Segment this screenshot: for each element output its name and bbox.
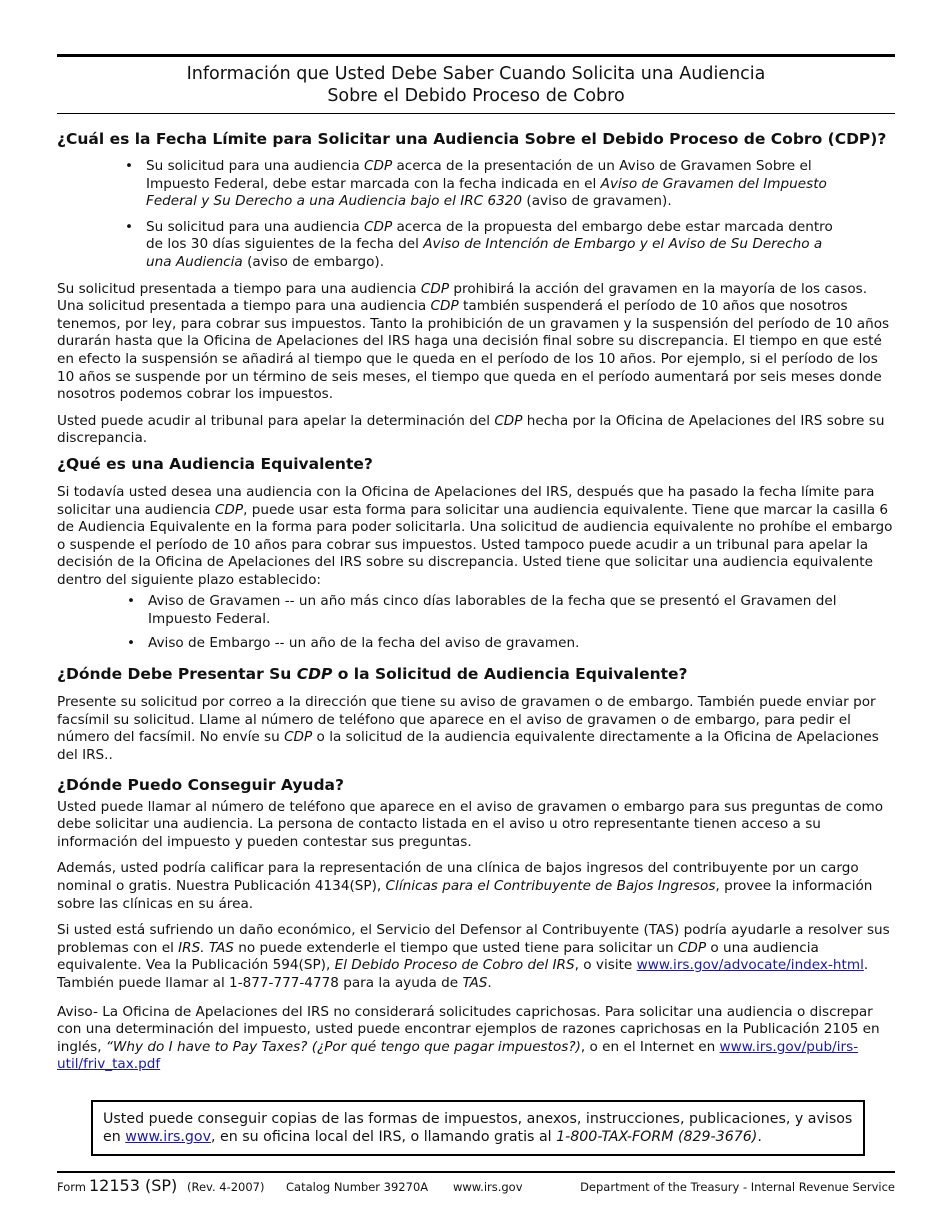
- text: prohibirá la acción del gravamen en la mayoría de los casos. Una solicitud presentada a tiempo para una audiencia: [57, 280, 868, 315]
- equivalent-bullets: [127, 593, 868, 652]
- text-italic: CDP: [214, 501, 244, 518]
- text: , o en el Internet en: [580, 1038, 720, 1055]
- text: también suspenderá el período de 10 años que nosotros tenemos, por ley, para cobrar sus impuestos. Tanto la prohibición de un gravamen y la suspensión del período de 10 años durarán hasta que la Oficina de Apelaciones del IRS haga una decisión final sobre su discrepancia. El tiempo en que esté en efecto la suspensión se añadirá al tiempo que le queda en el período de los 10 años. Por ejemplo, si el período de los 10 años se suspende por un término de seis meses, el tiempo que queda en el período aumentará por seis meses donde nosotros podemos cobrar los impuestos.: [57, 298, 890, 403]
- text: Presente su solicitud por correo a la dirección que tiene su aviso de gravamen o de embargo. También puede enviar por facsímil su solicitud. Llame al número de teléfono que aparece en el aviso de gravamen o de embargo, para pedir el número del facsímil. No envíe su: [57, 694, 876, 746]
- irs-gov-link[interactable]: www.irs.gov: [125, 1129, 212, 1145]
- text-italic: CDP: [363, 158, 393, 174]
- section-help: [57, 775, 895, 1074]
- text-italic: Clínicas para el Contribuyente de Bajos Ingresos: [385, 878, 716, 894]
- paragraph-timely-request: [57, 281, 895, 404]
- bullet-dot: •: [127, 634, 136, 651]
- text: , puede usar esta forma para solicitar una audiencia equivalente. Tiene que marcar la casilla 6 de Audiencia Equivalente en la forma para poder solicitarla. Una solicitud de audiencia equivalente no prohíbe el embargo o suspende el período de 10 años para cobrar sus impuestos. Usted tampoco puede acudir a un tribunal para apelar la decisión de la Oficina de Apelaciones del IRS sobre su discrepancia. Usted tiene que solicitar una audiencia equivalente dentro del siguiente plazo establecido:: [57, 501, 893, 588]
- form-number: 12153 (SP): [89, 1176, 178, 1195]
- text-italic: CDP: [284, 729, 313, 746]
- text-italic: El Debido Proceso de Cobro del IRS: [334, 957, 575, 974]
- section-deadline-heading: ¿Cuál es la Fecha Límite para Solicitar una Audiencia Sobre el Debido Proceso de Cobro (CDP)?: [57, 130, 887, 148]
- text-italic: CDP: [677, 939, 707, 956]
- text: . También puede llamar al 1-877-777-4778 para la ayuda de: [57, 957, 869, 991]
- document-page: [57, 54, 895, 1195]
- department-name: Department of the Treasury - Internal Revenue Service: [580, 1180, 895, 1194]
- title-line-1: Información que Usted Debe Saber Cuando Solicita una Audiencia: [186, 64, 766, 84]
- text: Usted puede acudir al tribunal para apelar la determinación del: [57, 412, 495, 429]
- text-italic: CDP: [430, 298, 459, 315]
- page-footer: [57, 1177, 895, 1197]
- text: hecha por la Oficina de Apelaciones del IRS sobre su discrepancia.: [57, 412, 885, 447]
- bullet-levy: [125, 218, 841, 272]
- text: Además, usted podría calificar para la representación de una clínica de bajos ingresos del contribuyente por un cargo nominal o gratis. Nuestra Publicación 4134(SP),: [57, 860, 859, 894]
- text: .: [487, 974, 492, 991]
- text: o la Solicitud de Audiencia Equivalente?: [332, 665, 688, 684]
- text: Si usted está sufriendo un daño económico, el Servicio del Defensor al Contribuyente (TAS) podría ayudarle a resolver sus problemas con el: [57, 922, 890, 956]
- advocate-link[interactable]: www.irs.gov/advocate/index-html: [636, 957, 864, 974]
- text: Su solicitud para una audiencia: [146, 218, 364, 235]
- paragraph-court-appeal: [57, 413, 895, 448]
- text-italic: CDP: [363, 218, 393, 235]
- text: , o visite: [574, 957, 637, 974]
- text: Aviso de Embargo -- un año de la fecha del aviso de gravamen.: [148, 634, 580, 651]
- paragraph-frivolous-notice: [57, 1004, 895, 1074]
- bullet-dot: •: [127, 593, 136, 610]
- text-italic: CDP: [420, 280, 450, 297]
- text-italic: CDP: [494, 412, 523, 429]
- footer-rule: [57, 1171, 895, 1173]
- form-label: Form: [57, 1180, 86, 1194]
- text: ¿Dónde Debe Presentar Su: [57, 665, 297, 684]
- text: no puede extenderle el tiempo que usted tiene para solicitar un: [233, 939, 678, 956]
- text: acerca de la propuesta del embargo debe estar marcada dentro de los 30 días siguientes de la fecha del: [146, 218, 833, 253]
- text: .: [757, 1129, 762, 1145]
- paragraph-tas: [57, 922, 895, 992]
- text-italic: 1-800-TAX-FORM (829-3676): [556, 1129, 758, 1145]
- text-italic: TAS: [462, 974, 488, 991]
- text: Aviso de Gravamen -- un año más cinco días laborables de la fecha que se presentó el Gravamen del Impuesto Federal.: [148, 593, 837, 628]
- text-italic: Aviso de Gravamen del Impuesto Federal y Su Derecho a una Audiencia bajo el IRC 6320: [146, 175, 827, 210]
- text: (aviso de gravamen).: [522, 193, 672, 210]
- paragraph-equivalent: [57, 484, 895, 590]
- paragraph-clinics: [57, 860, 895, 913]
- text: Usted puede conseguir copias de las formas de impuestos, anexos, instrucciones, publicaciones, y avisos en: [103, 1111, 853, 1145]
- document-title: [57, 57, 895, 111]
- text-italic: “Why do I have to Pay Taxes? (¿Por qué tengo que pagar impuestos?): [105, 1038, 581, 1055]
- text: (aviso de embargo).: [242, 253, 385, 270]
- section-where-to-file: [57, 664, 895, 764]
- footer-website: www.irs.gov: [453, 1180, 523, 1194]
- bullet-levy-deadline: [127, 634, 868, 653]
- text-italic: CDP: [296, 665, 333, 684]
- section-equivalent-heading: ¿Qué es una Audiencia Equivalente?: [57, 454, 373, 473]
- text: Su solicitud presentada a tiempo para una audiencia: [57, 280, 421, 297]
- revision-date: (Rev. 4-2007): [187, 1180, 265, 1194]
- paragraph-call-help: Usted puede llamar al número de teléfono que aparece en el aviso de gravamen o embargo para sus preguntas de como debe solicitar una audiencia. La persona de contacto listada en el aviso u otro representante tienen acceso a su información del impuesto y pueden contestar sus preguntas.: [57, 798, 884, 850]
- section-help-heading: ¿Dónde Puedo Conseguir Ayuda?: [57, 775, 344, 794]
- frivolous-tax-link[interactable]: www.irs.gov/pub/irs-util/friv_tax.pdf: [57, 1038, 859, 1073]
- text: o una audiencia equivalente. Vea la Publicación 594(SP),: [57, 939, 819, 974]
- text: Si todavía usted desea una audiencia con la Oficina de Apelaciones del IRS, después que ha pasado la fecha límite para solicitar una audiencia: [57, 483, 875, 518]
- text-italic: Aviso de Intención de Embargo y el Aviso de Su Derecho a una Audiencia: [146, 236, 823, 270]
- text: o la solicitud de la audiencia equivalente directamente a la Oficina de Apelaciones del IRS..: [57, 729, 879, 764]
- deadline-bullets: [125, 158, 841, 272]
- title-line-2: Sobre el Debido Proceso de Cobro: [327, 86, 625, 106]
- text: , en su oficina local del IRS, o llamando gratis al: [211, 1129, 557, 1145]
- text: Aviso- La Oficina de Apelaciones del IRS no considerará solicitudes caprichosas. Para solicitar una audiencia o discrepar con una determinación del impuesto, usted puede encontrar ejemplos de razones caprichosas en la Publicación 2105 en inglés,: [57, 1003, 880, 1055]
- forms-notice-box: [91, 1100, 865, 1156]
- forms-notice-text: [103, 1110, 853, 1146]
- section-deadline: [57, 129, 895, 448]
- section-equivalent-hearing: [57, 454, 895, 652]
- paragraph-where-to-file: [57, 694, 895, 764]
- bullet-dot: •: [125, 158, 134, 174]
- bullet-dot: •: [125, 218, 134, 235]
- text-italic: IRS. TAS: [178, 939, 234, 956]
- text: acerca de la presentación de un Aviso de Gravamen Sobre el Impuesto Federal, debe estar marcada con la fecha indicada en el: [146, 158, 812, 192]
- section-where-heading: [57, 664, 895, 684]
- bullet-lien: [125, 158, 841, 211]
- text: Su solicitud para una audiencia: [146, 158, 364, 174]
- bullet-lien-deadline: [127, 593, 868, 628]
- text: , provee la información sobre las clínicas en su área.: [57, 878, 873, 912]
- title-rule: [57, 113, 895, 114]
- catalog-number: Catalog Number 39270A: [286, 1180, 429, 1194]
